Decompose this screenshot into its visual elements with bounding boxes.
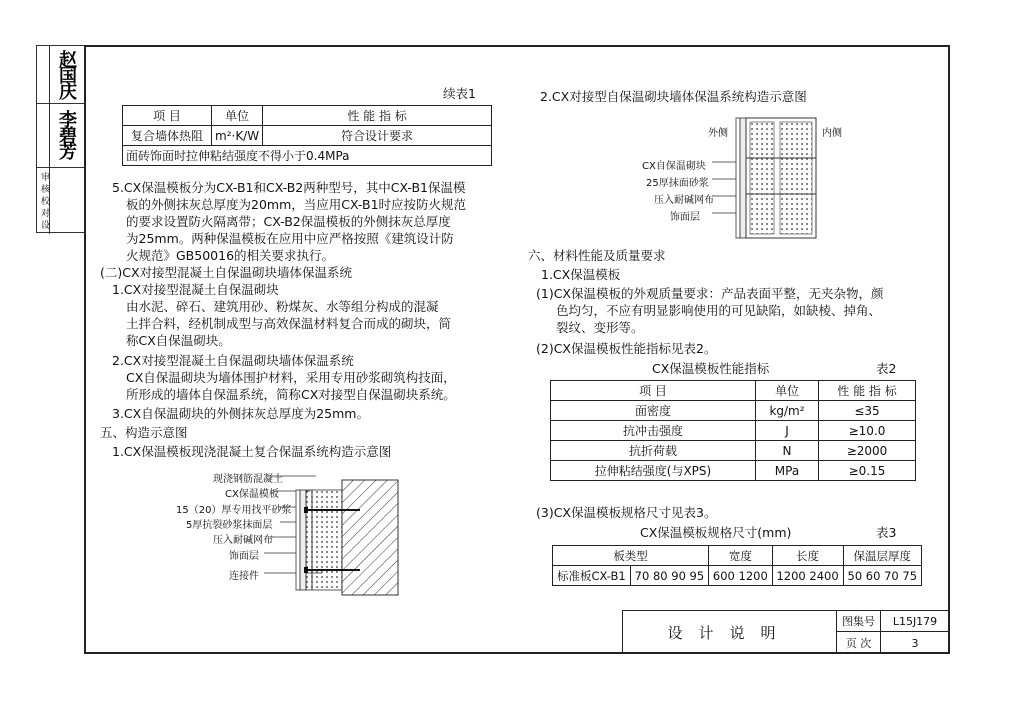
table2-cell: 拉伸粘结强度(与XPS) [551,461,756,481]
table2-cell: ≥10.0 [819,421,916,441]
table3-header: 板类型 [553,546,709,566]
cont-cell: 复合墙体热阻 [123,126,212,146]
table3-cell: 1200 2400 [772,566,843,586]
diagram2-label: CX自保温砌块 [642,161,706,172]
side-label-3: 校 [39,196,49,205]
cont-cell: 面砖饰面时拉伸粘结强度不得小于0.4MPa [123,146,492,166]
text-line: 火规范》GB50016的相关要求执行。 [126,248,335,263]
diagram1-label: 5厚抗裂砂浆抹面层 [186,520,273,531]
section-heading: 五、构造示意图 [100,425,188,440]
text-line: 为25mm。两种保温模板在应用中应严格按照《建筑设计防 [126,231,454,246]
table2-cell: 抗冲击强度 [551,421,756,441]
diagram1-label: 连接件 [229,571,259,582]
cont-table-label: 续表1 [443,86,476,101]
table3-cell: 标准板CX-B1 [553,566,631,586]
text-line: 所形成的墙体自保温系统，简称CX对接型自保温砌块系统。 [126,387,456,402]
text-line: 裂纹、变形等。 [556,320,644,335]
signature-2: 李碧芳 [56,110,77,158]
diagram1-label: 15（20）厚专用找平砂浆 [176,505,292,516]
table3-cell: 600 1200 [709,566,772,586]
text-line: 的要求设置防火隔离带；CX-B2保温模板的外侧抹灰总厚度 [126,214,451,229]
text-line: 1.CX对接型混凝土自保温砌块 [112,282,279,297]
diagram1-drawing [250,470,410,600]
table3-title: CX保温模板规格尺寸(mm) [640,525,792,540]
table2-cell: ≤35 [819,401,916,421]
text-line: 色均匀，不应有明显影响使用的可见缺陷，如缺棱、掉角、 [556,303,882,318]
side-label-4: 对 [39,208,49,217]
text-line: (3)CX保温模板规格尺寸见表3。 [536,505,717,520]
diagram2-outer-label: 外侧 [708,128,728,139]
diagram2-label: 饰面层 [670,212,700,223]
table2-title: CX保温模板性能指标 [652,361,770,376]
text-line: (1)CX保温模板的外观质量要求：产品表面平整，无夹杂物，颜 [536,286,884,301]
signature-cell-1 [37,46,85,104]
table3-header: 宽度 [709,546,772,566]
cont-header-perf: 性 能 指 标 [263,106,492,126]
table3-cell: 50 60 70 75 [843,566,921,586]
diagram2-label: 压入耐碱网布 [654,195,714,206]
diagram2-heading: 2.CX对接型自保温砌块墙体保温系统构造示意图 [540,89,807,104]
section-heading: (二)CX对接型混凝土自保温砌块墙体保温系统 [100,265,353,280]
page-label: 页 次 [837,632,881,654]
table3-label: 表3 [876,525,897,540]
table2-cell: ≥0.15 [819,461,916,481]
atlas-label: 图集号 [837,611,881,632]
section-heading: 六、材料性能及质量要求 [528,248,666,263]
table2-cell: N [756,441,819,461]
text-line: 1.CX保温模板 [541,267,621,282]
atlas-value: L15J179 [881,611,949,632]
drawing-title: 设计说明 [623,611,837,654]
text-line: 2.CX对接型混凝土自保温砌块墙体保温系统 [112,353,354,368]
diagram1-label: 饰面层 [229,551,259,562]
table2-cell: kg/m² [756,401,819,421]
cont-cell: 符合设计要求 [263,126,492,146]
table3-header: 长度 [772,546,843,566]
table2-cell: 抗折荷载 [551,441,756,461]
table-3 [552,545,922,586]
signature-1: 赵国庆 [56,50,77,98]
signature-cell-2 [37,104,85,168]
table2-cell: MPa [756,461,819,481]
table3-cell: 70 80 90 95 [630,566,708,586]
diagram2-drawing [710,112,820,242]
diagram1-label: 现浇钢筋混凝土 [213,474,283,485]
table2-header-unit: 单位 [756,381,819,401]
table3-header: 保温层厚度 [843,546,921,566]
text-line: 1.CX保温模板现浇混凝土复合保温系统构造示意图 [112,444,392,459]
table2-header-item: 项 目 [551,381,756,401]
text-line: 5.CX保温模板分为CX-B1和CX-B2两种型号，其中CX-B1保温模 [112,180,466,195]
text-line: 3.CX自保温砌块的外侧抹灰总厚度为25mm。 [112,406,369,421]
table2-label: 表2 [876,361,897,376]
text-line: CX自保温砌块为墙体围护材料，采用专用砂浆砌筑构技面， [126,370,456,385]
side-label-2: 核 [39,184,49,193]
side-label-5: 设 [39,220,49,229]
table2-cell: J [756,421,819,441]
diagram1-label: CX保温模板 [225,489,279,500]
text-line: 土拌合料，经机制成型与高效保温材料复合而成的砌块，简 [126,316,452,331]
signature-strip [36,45,84,233]
page-value: 3 [911,636,919,650]
text-line: 板的外侧抹灰总厚度为20mm，当应用CX-B1时应按防火规范 [126,197,467,212]
title-block [622,610,948,653]
diagram2-label: 25厚抹面砂浆 [646,178,709,189]
cont-cell: m²·K/W [212,126,263,146]
text-line: 称CX自保温砌块。 [126,333,231,348]
diagram2-inner-label: 内侧 [822,128,842,139]
cont-header-unit: 单位 [212,106,263,126]
diagram1-label: 压入耐碱网布 [213,535,273,546]
cont-header-item: 项 目 [123,106,212,126]
table-2 [550,380,916,481]
table2-cell: 面密度 [551,401,756,421]
side-label-1: 审 [39,172,49,181]
signature-cell-3 [37,168,85,234]
continued-table-1 [122,105,492,166]
table2-cell: ≥2000 [819,441,916,461]
text-line: 由水泥、碎石、建筑用砂、粉煤灰、水等组分构成的混凝 [126,299,439,314]
text-line: (2)CX保温模板性能指标见表2。 [536,341,717,356]
table2-header-perf: 性 能 指 标 [819,381,916,401]
